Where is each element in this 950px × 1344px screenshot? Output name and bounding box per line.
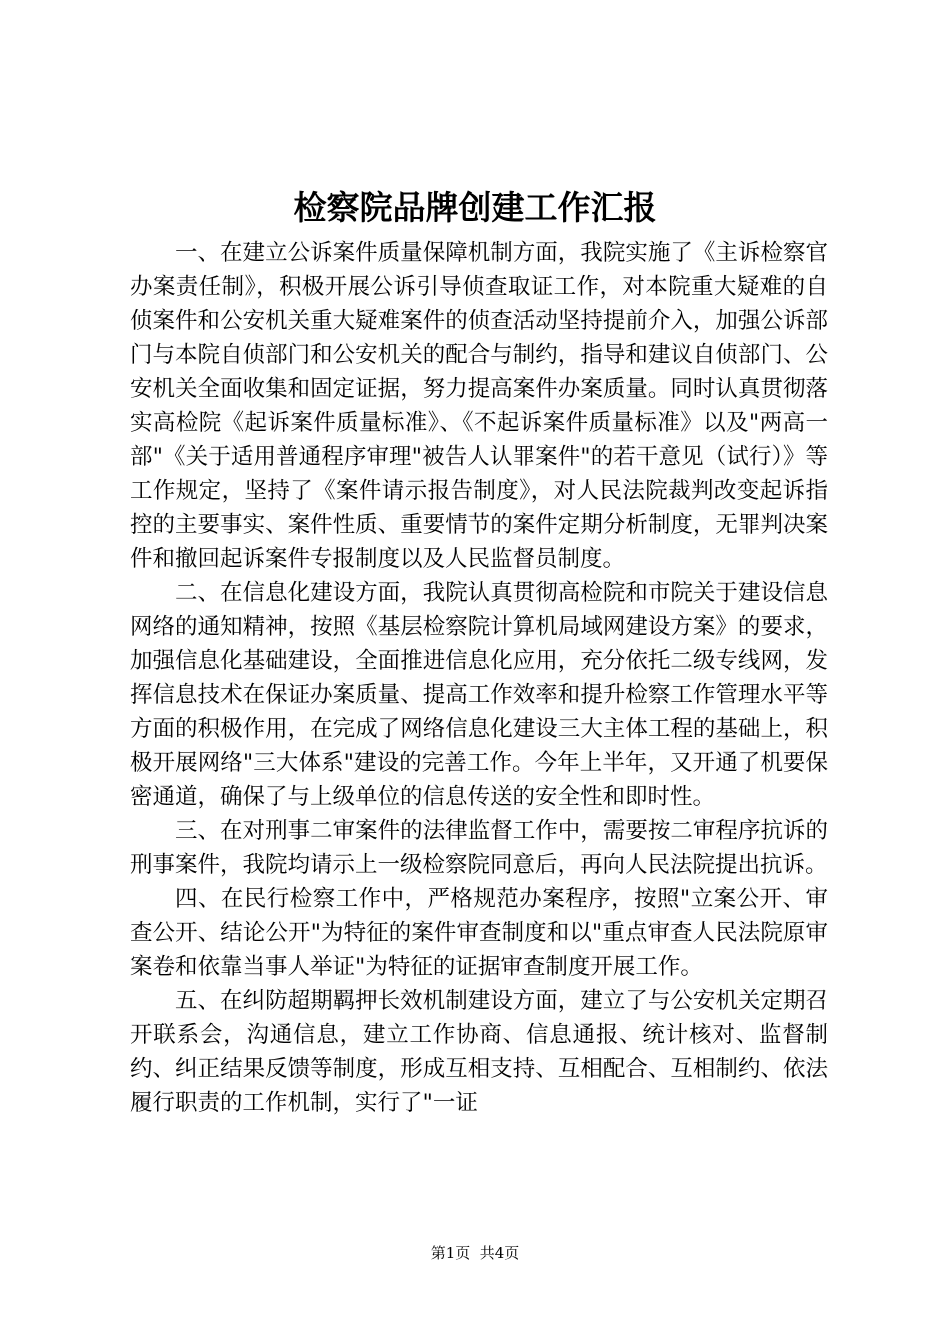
document-body — [130, 236, 828, 1120]
paragraph-4: 四、在民行检察工作中，严格规范办案程序，按照"立案公开、审查公开、结论公开"为特征的案件审查制度和以"重点审查人民法院原审案卷和依靠当事人举证"为特征的证据审查制度开展工作。 — [130, 886, 828, 980]
paragraph-1: 一、在建立公诉案件质量保障机制方面，我院实施了《主诉检察官办案责任制》，积极开展公诉引导侦查取证工作，对本院重大疑难的自侦案件和公安机关重大疑难案件的侦查活动坚持提前介入，加强公诉部门与本院自侦部门和公安机关的配合与制约，指导和建议自侦部门、公安机关全面收集和固定证据，努力提高案件办案质量。同时认真贯彻落实高检院《起诉案件质量标准》、《不起诉案件质量标准》以及"两高一部"《关于适用普通程序审理"被告人认罪案件"的若干意见（试行）》等工作规定，坚持了《案件请示报告制度》，对人民法院裁判改变起诉指控的主要事实、案件性质、重要情节的案件定期分析制度，无罪判决案件和撤回起诉案件专报制度以及人民监督员制度。 — [130, 240, 828, 572]
paragraph-2: 二、在信息化建设方面，我院认真贯彻高检院和市院关于建设信息网络的通知精神，按照《基层检察院计算机局域网建设方案》的要求，加强信息化基础建设，全面推进信息化应用，充分依托二级专线网，发挥信息技术在保证办案质量、提高工作效率和提升检察工作管理水平等方面的积极作用，在完成了网络信息化建设三大主体工程的基础上，积极开展网络"三大体系"建设的完善工作。今年上半年，又开通了机要保密通道，确保了与上级单位的信息传送的安全性和即时性。 — [130, 580, 828, 810]
paragraph-5: 五、在纠防超期羁押长效机制建设方面，建立了与公安机关定期召开联系会，沟通信息，建立工作协商、信息通报、统计核对、监督制约、纠正结果反馈等制度，形成互相支持、互相配合、互相制约、依法履行职责的工作机制，实行了"一证 — [130, 988, 828, 1116]
page-number-footer: 第1页 共4页 — [430, 1244, 520, 1262]
document-title: 检察院品牌创建工作汇报 — [293, 188, 657, 227]
paragraph-3: 三、在对刑事二审案件的法律监督工作中，需要按二审程序抗诉的刑事案件，我院均请示上一级检察院同意后，再向人民法院提出抗诉。 — [130, 818, 828, 878]
